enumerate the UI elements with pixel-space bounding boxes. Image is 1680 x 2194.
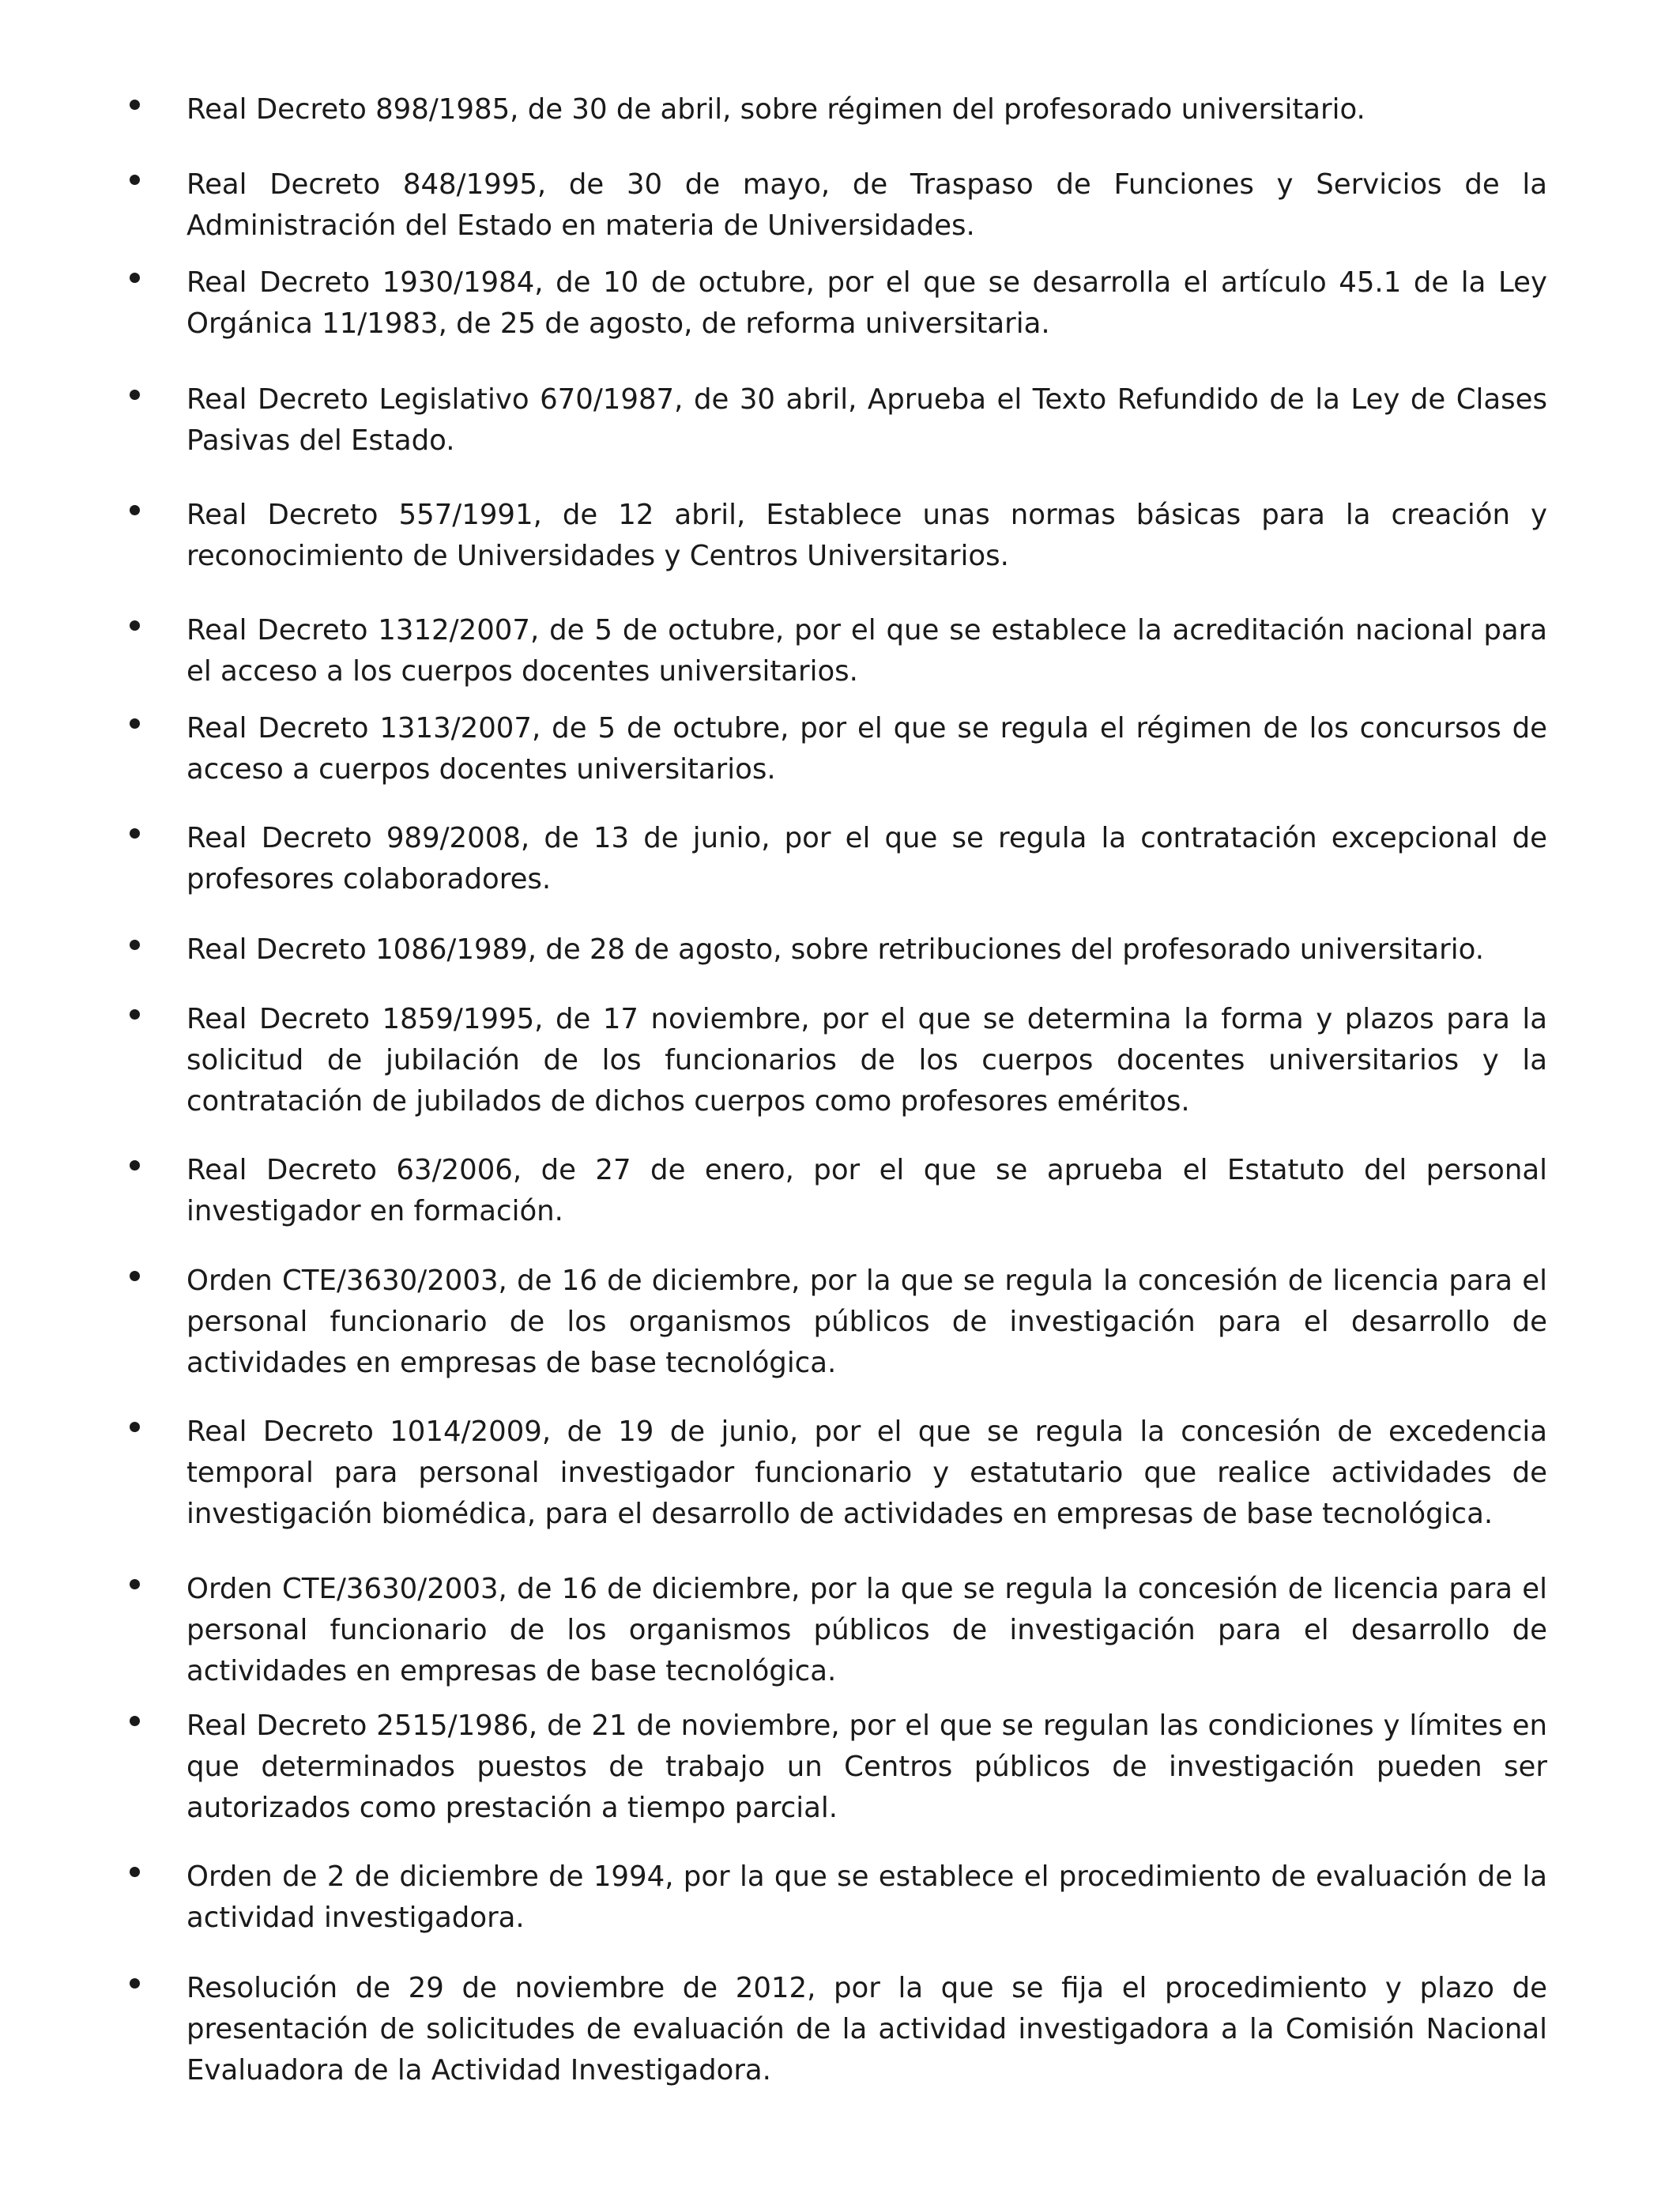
list-item-text: Real Decreto 898/1985, de 30 de abril, sobre régimen del profesorado universitario. — [186, 93, 1365, 126]
bullet-icon — [130, 1579, 140, 1589]
bullet-icon — [130, 1422, 140, 1432]
list-item-text: Real Decreto Legislativo 670/1987, de 30 abril, Aprueba el Texto Refundido de la Ley de Clases Pasivas del Estado. — [186, 383, 1547, 457]
bullet-icon — [130, 273, 140, 283]
list-item-text: Real Decreto 2515/1986, de 21 de noviembre, por el que se regulan las condiciones y límites en que determinados puestos de trabajo un Centros públicos de investigación pueden ser autorizados como prestación a tiempo parcial. — [186, 1710, 1547, 1824]
bullet-icon — [130, 620, 140, 631]
list-item-text: Orden CTE/3630/2003, de 16 de diciembre, por la que se regula la concesión de licencia para el personal funcionario de los organismos públicos de investigación para el desarrollo de actividades en empresas de base tecnológica. — [186, 1573, 1547, 1687]
list-item-text: Real Decreto 63/2006, de 27 de enero, por el que se aprueba el Estatuto del personal investigador en formación. — [186, 1154, 1547, 1227]
bullet-icon — [130, 1160, 140, 1171]
bullet-icon — [130, 1271, 140, 1281]
bullet-icon — [130, 100, 140, 110]
list-item-text: Resolución de 29 de noviembre de 2012, por la que se fija el procedimiento y plazo de presentación de solicitudes de evaluación de la actividad investigadora a la Comisión Nacional Evaluadora de la Actividad Investigadora. — [186, 1972, 1547, 2087]
bullet-icon — [130, 1009, 140, 1020]
list-item-text: Real Decreto 1086/1989, de 28 de agosto, sobre retribuciones del profesorado universitario. — [186, 933, 1484, 966]
list-item-text: Real Decreto 1014/2009, de 19 de junio, por el que se regula la concesión de excedencia temporal para personal investigador funcionario y estatutario que realice actividades de investigación biomédica, para el desarrollo de actividades en empresas de base tecnológica. — [186, 1416, 1547, 1530]
list-item-text: Real Decreto 1312/2007, de 5 de octubre, por el que se establece la acreditación nacional para el acceso a los cuerpos docentes universitarios. — [186, 614, 1547, 688]
list-item-text: Orden CTE/3630/2003, de 16 de diciembre, por la que se regula la concesión de licencia para el personal funcionario de los organismos públicos de investigación para el desarrollo de actividades en empresas de base tecnológica. — [186, 1265, 1547, 1379]
bullet-icon — [130, 1716, 140, 1726]
list-item-text: Real Decreto 1930/1984, de 10 de octubre, por el que se desarrolla el artículo 45.1 de la Ley Orgánica 11/1983, de 25 de agosto, de reforma universitaria. — [186, 266, 1547, 340]
list-item-text: Real Decreto 1313/2007, de 5 de octubre, por el que se regula el régimen de los concursos de acceso a cuerpos docentes universitarios. — [186, 712, 1547, 786]
bullet-icon — [130, 175, 140, 185]
list-item-text: Orden de 2 de diciembre de 1994, por la que se establece el procedimiento de evaluación de la actividad investigadora. — [186, 1860, 1547, 1934]
list-item-text: Real Decreto 848/1995, de 30 de mayo, de Traspaso de Funciones y Servicios de la Administración del Estado en materia de Universidades. — [186, 168, 1547, 242]
bullet-icon — [130, 390, 140, 400]
bullet-icon — [130, 940, 140, 950]
list-item-text: Real Decreto 1859/1995, de 17 noviembre, por el que se determina la forma y plazos para la solicitud de jubilación de los funcionarios de los cuerpos docentes universitarios y la contratación de jubilados de dichos cuerpos como profesores eméritos. — [186, 1003, 1547, 1118]
bullet-icon — [130, 1978, 140, 1989]
list-item-text: Real Decreto 557/1991, de 12 abril, Establece unas normas básicas para la creación y reconocimiento de Universidades y Centros Universitarios. — [186, 499, 1547, 572]
bullet-icon — [130, 1867, 140, 1877]
bullet-icon — [130, 828, 140, 839]
bullet-icon — [130, 505, 140, 515]
list-item-text: Real Decreto 989/2008, de 13 de junio, por el que se regula la contratación excepcional de profesores colaboradores. — [186, 822, 1547, 895]
bullet-icon — [130, 718, 140, 729]
